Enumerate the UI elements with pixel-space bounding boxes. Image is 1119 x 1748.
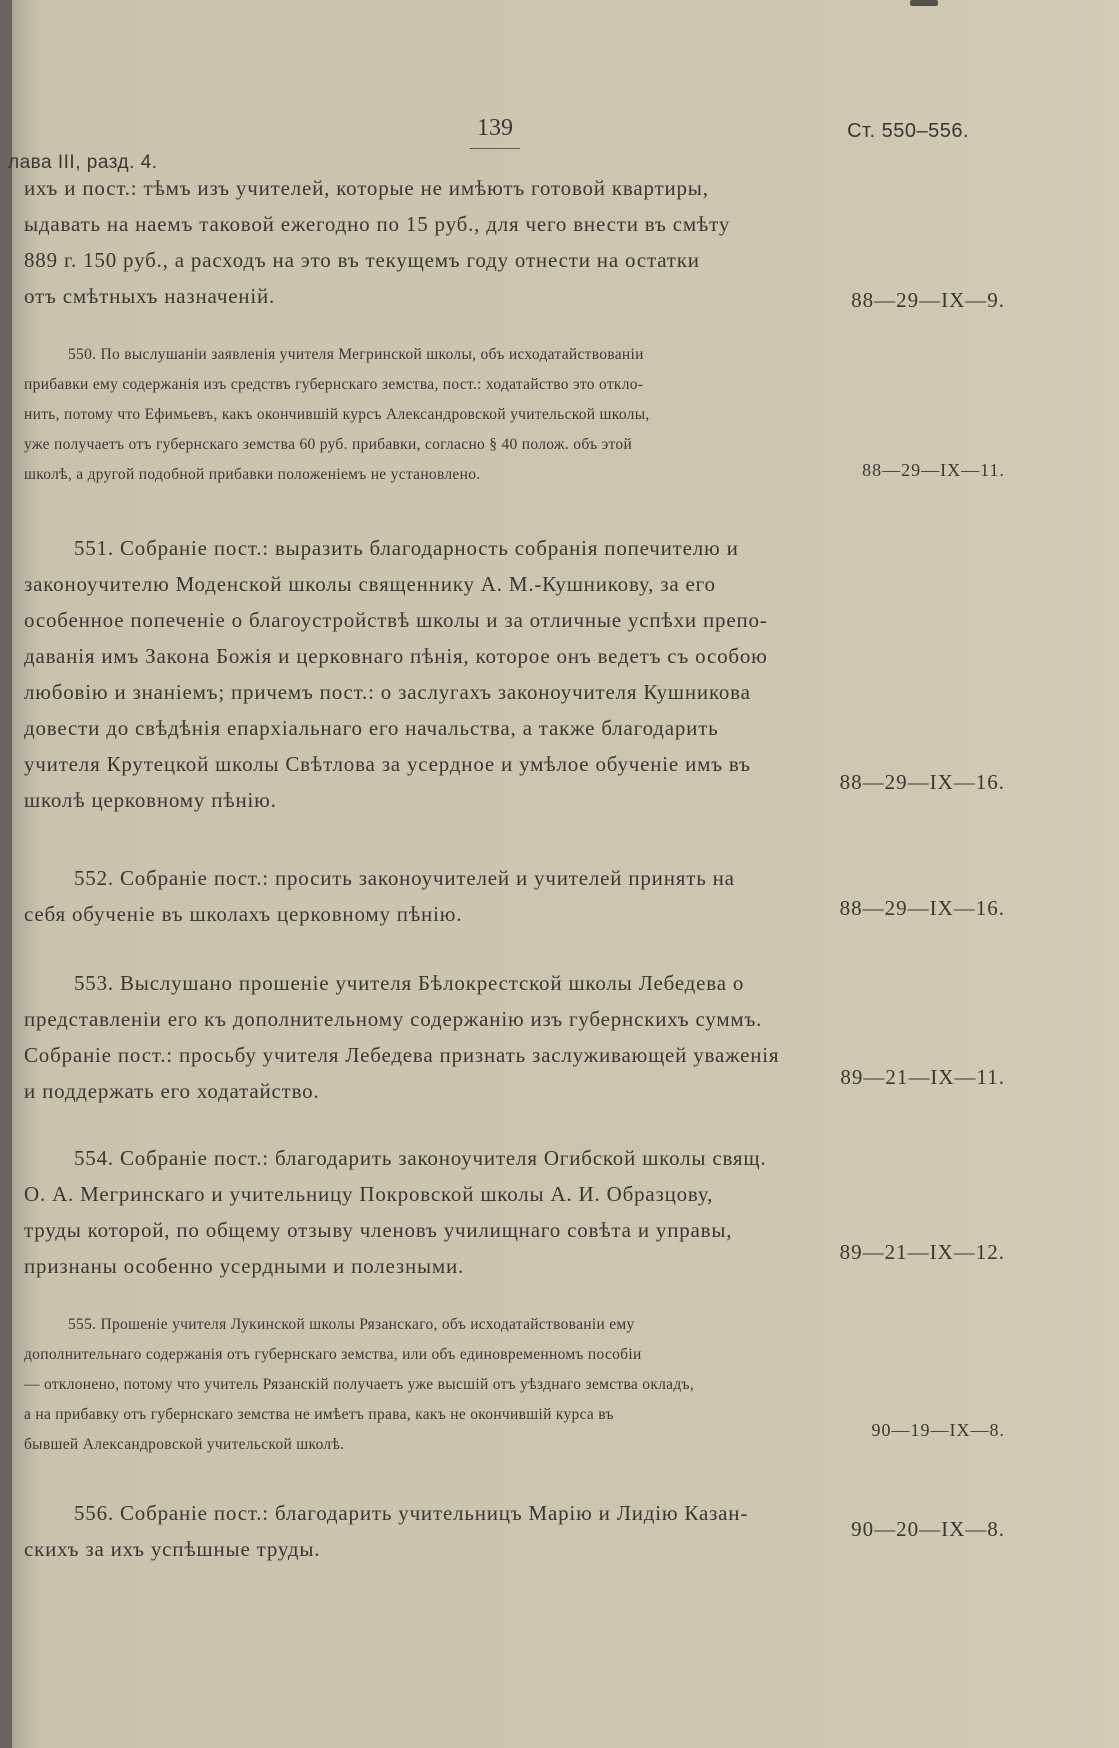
reference-code: 90—19—IX—8.	[871, 1420, 1005, 1440]
text-line: а на прибавку отъ губернскаго земства не имѣетъ права, какъ не окончившій курса въ	[24, 1406, 614, 1423]
text-line: школѣ, а другой подобной прибавки положеніемъ не установлено.	[24, 466, 481, 483]
text-line: представленіи его къ дополнительному содержанію изъ губернскихъ суммъ.	[24, 1007, 763, 1031]
text-line: 553. Выслушано прошеніе учителя Бѣлокрестской школы Лебедева о	[74, 971, 745, 995]
reference-code: 88—29—IX—11.	[862, 460, 1005, 480]
text-line: бывшей Александровской учительской школѣ.	[24, 1436, 345, 1453]
paragraph-intro	[24, 170, 1009, 320]
text-line: законоучителю Моденской школы священнику А. М.-Кушникову, за его	[24, 572, 716, 596]
text-line: себя обученіе въ школахъ церковному пѣнію.	[24, 902, 463, 926]
reference-code: 89—21—IX—12.	[839, 1240, 1005, 1264]
paragraph-555	[24, 1310, 1009, 1475]
text-line: О. А. Мегринскаго и учительницу Покровской школы А. И. Образцову,	[24, 1182, 714, 1206]
ink-mark	[910, 0, 938, 6]
text-line: нить, потому что Ефимьевъ, какъ окончившій курсъ Александровской учительской школы,	[24, 406, 650, 423]
reference-code: 88—29—IX—9.	[851, 288, 1005, 312]
text-line: скихъ за ихъ успѣшные труды.	[24, 1537, 321, 1561]
paragraph-552	[24, 860, 1009, 940]
text-line: довести до свѣдѣнія епархіальнаго его начальства, а также благодарить	[24, 716, 719, 740]
text-line: ихъ и пост.: тѣмъ изъ учителей, которые не имѣютъ готовой квартиры,	[24, 176, 709, 200]
text-line: уже получаетъ отъ губернскаго земства 60 руб. прибавки, согласно § 40 полож. объ этой	[24, 436, 633, 453]
text-line: 555. Прошеніе учителя Лукинской школы Рязанскаго, объ исходатайствованіи ему	[68, 1316, 635, 1333]
text-line: 556. Собраніе пост.: благодарить учительницъ Марію и Лидію Казан-	[74, 1501, 749, 1525]
text-line: дополнительнаго содержанія отъ губернскаго земства, или объ единовременномъ пособіи	[24, 1346, 642, 1363]
paragraph-553	[24, 965, 1009, 1115]
paragraph-556	[24, 1495, 1009, 1575]
paragraph-551	[24, 530, 1009, 830]
paragraph-550	[24, 340, 1009, 500]
page-number-rule	[470, 148, 520, 149]
text-line: отъ смѣтныхъ назначеній.	[24, 284, 276, 308]
reference-code: 89—21—IX—11.	[840, 1065, 1005, 1089]
reference-code: 90—20—IX—8.	[851, 1517, 1005, 1541]
text-line: 551. Собраніе пост.: выразить благодарность собранія попечителю и	[74, 536, 739, 560]
paragraph-554	[24, 1140, 1009, 1290]
text-line: и поддержать его ходатайство.	[24, 1079, 320, 1103]
text-line: Собраніе пост.: просьбу учителя Лебедева признать заслуживающей уваженія	[24, 1043, 780, 1067]
text-line: школѣ церковному пѣнію.	[24, 788, 277, 812]
text-line: 552. Собраніе пост.: просить законоучителей и учителей принять на	[74, 866, 735, 890]
text-line: труды которой, по общему отзыву членовъ училищнаго совѣта и управы,	[24, 1218, 733, 1242]
page-number: 139	[477, 115, 513, 141]
text-line: 889 г. 150 руб., а расходъ на это въ текущемъ году отнести на остатки	[24, 248, 700, 272]
text-line: прибавки ему содержанія изъ средствъ губернскаго земства, пост.: ходатайство это откло-	[24, 376, 644, 393]
reference-code: 88—29—IX—16.	[839, 896, 1005, 920]
page-edge	[0, 0, 12, 1748]
articles-range: Ст. 550–556.	[847, 120, 969, 142]
chapter-label: лава III, разд. 4.	[8, 152, 158, 173]
text-line: любовію и знаніемъ; причемъ пост.: о заслугахъ законоучителя Кушникова	[24, 680, 751, 704]
text-line: особенное попеченіе о благоустройствѣ школы и за отличные успѣхи препо-	[24, 608, 768, 632]
page-header	[0, 108, 1119, 173]
text-line: признаны особенно усердными и полезными.	[24, 1254, 465, 1278]
text-line: учителя Крутецкой школы Свѣтлова за усердное и умѣлое обученіе имъ въ	[24, 752, 751, 776]
text-line: 554. Собраніе пост.: благодарить законоучителя Огибской школы свящ.	[74, 1146, 767, 1170]
reference-code: 88—29—IX—16.	[839, 770, 1005, 794]
text-line: даванія имъ Закона Божія и церковнаго пѣнія, которое онъ ведетъ съ особою	[24, 644, 768, 668]
text-line: — отклонено, потому что учитель Рязанскій получаетъ уже высшій отъ уѣзднаго земства окладъ,	[24, 1376, 695, 1393]
text-line: 550. По выслушаніи заявленія учителя Мегринской школы, объ исходатайствованіи	[68, 346, 644, 363]
text-line: ыдавать на наемъ таковой ежегодно по 15 руб., для чего внести въ смѣту	[24, 212, 731, 236]
